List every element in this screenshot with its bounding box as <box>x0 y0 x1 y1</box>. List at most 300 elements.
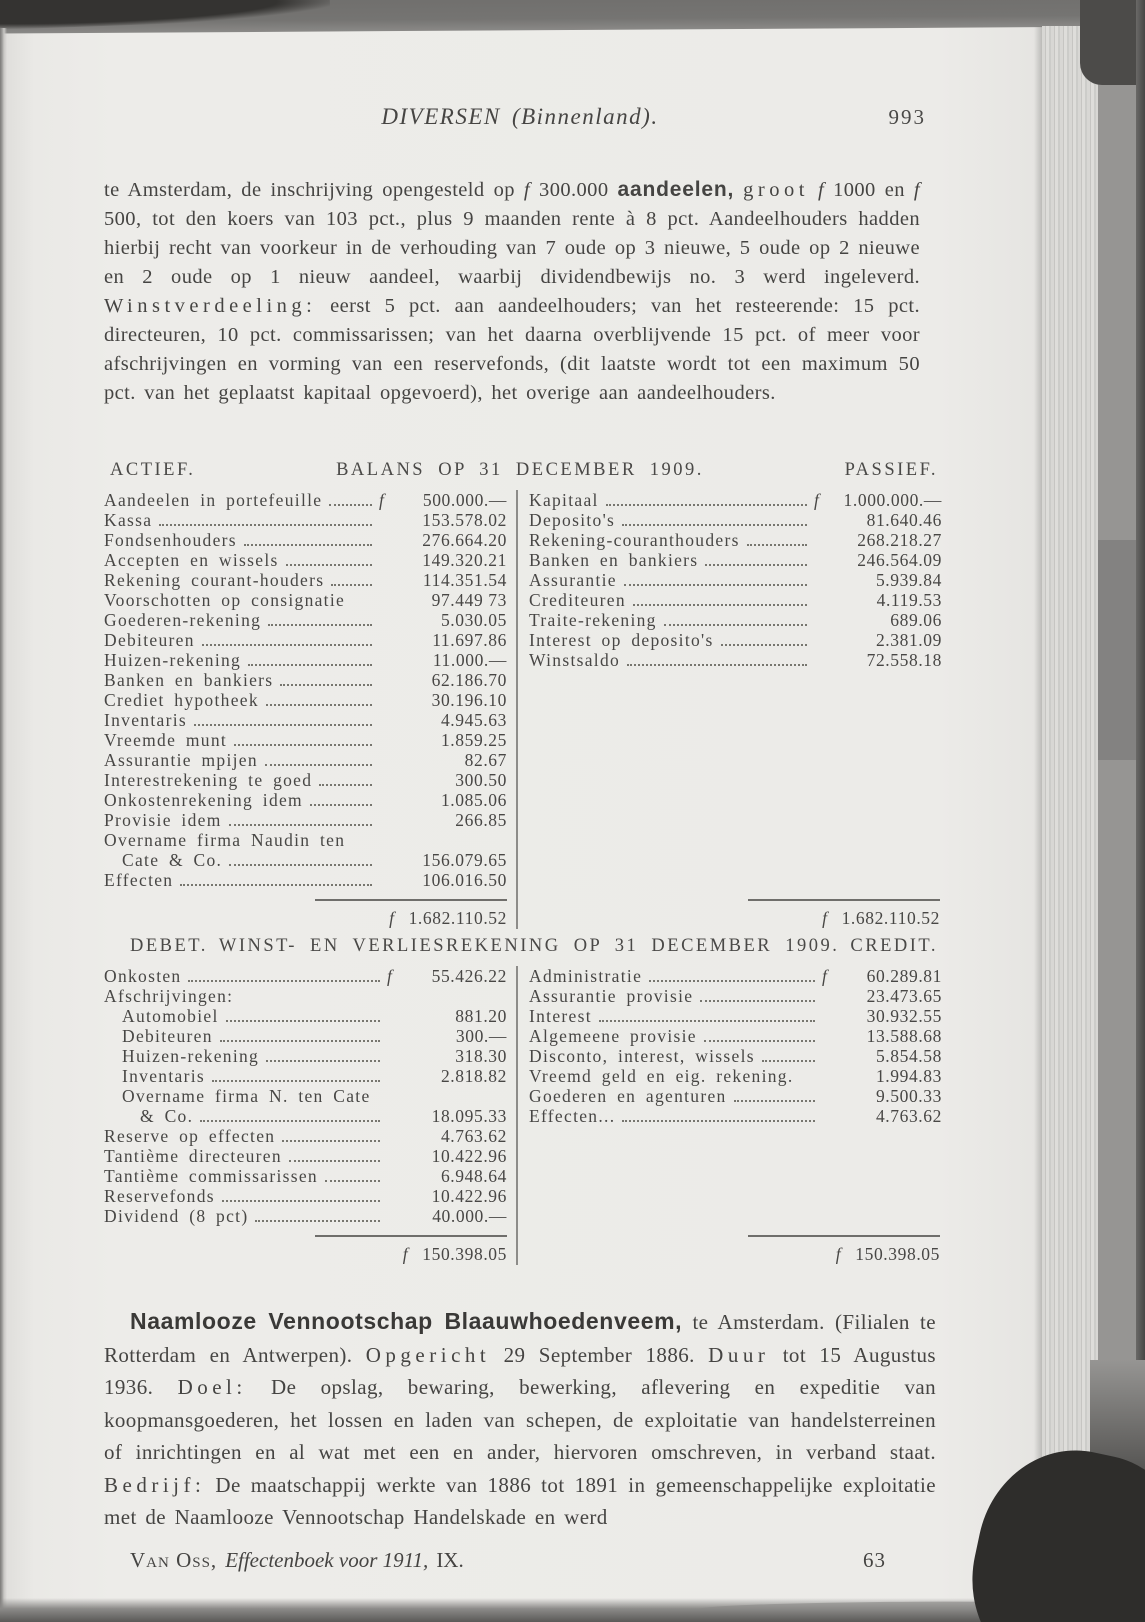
text-segment: f <box>817 178 825 201</box>
row-amount: 1.000.000.— <box>843 490 942 510</box>
table-row <box>529 966 942 986</box>
row-amount: 268.218.27 <box>857 530 942 550</box>
row-amount: 97.449 73 <box>431 590 507 610</box>
winst-title: WINST- EN VERLIESREKENING OP 31 DECEMBER 1909. <box>218 936 840 956</box>
row-amount: 81.640.46 <box>866 510 942 530</box>
row-amount-cell <box>822 1006 942 1026</box>
row-amount-cell <box>387 1206 507 1226</box>
page-edge-left <box>0 28 7 1622</box>
row-label: Onkostenrekening idem <box>104 790 303 810</box>
row-label: Automobiel <box>122 1006 219 1026</box>
actief-heading: ACTIEF. <box>110 460 196 480</box>
row-label: Effecten... <box>529 1106 616 1126</box>
row-amount-cell <box>822 966 942 986</box>
row-label: Vreemde munt <box>104 730 228 750</box>
row-amount-cell <box>814 550 942 570</box>
credit-total <box>529 1226 942 1265</box>
dotted-leader <box>159 524 372 526</box>
row-amount-cell <box>379 810 507 830</box>
running-head <box>104 104 936 130</box>
total-rule <box>315 899 507 901</box>
total-amount: 1.682.110.52 <box>841 908 940 928</box>
row-amount: 1.859.25 <box>440 730 507 750</box>
text-segment: 29 September 1886. <box>490 1342 709 1367</box>
profit-loss-header <box>104 936 942 957</box>
balance-sheet-header <box>104 460 942 481</box>
row-label: Overname firma N. ten Cate <box>122 1086 371 1106</box>
row-amount: 11.000.— <box>432 650 507 670</box>
table-row <box>529 490 942 510</box>
footer-volume: IX. <box>436 1548 464 1572</box>
row-amount: 5.030.05 <box>440 610 507 630</box>
row-amount-cell <box>379 730 507 750</box>
row-amount-cell <box>387 1186 507 1206</box>
florin-sign: f <box>822 908 828 928</box>
row-label: Debiteuren <box>104 630 195 650</box>
row-label: Debiteuren <box>122 1026 213 1046</box>
row-label: Interest <box>529 1006 592 1026</box>
text-segment: te Amsterdam. (Filialen te Rotterdam en Antwerpen). <box>104 1310 936 1367</box>
row-label: Reservefonds <box>104 1186 215 1206</box>
row-amount: 156.079.65 <box>422 850 507 870</box>
table-row <box>104 986 507 1006</box>
row-amount-cell <box>822 1026 942 1046</box>
dotted-leader <box>721 644 807 646</box>
row-amount: 1.085.06 <box>440 790 507 810</box>
dotted-leader <box>289 1160 380 1162</box>
table-row <box>104 610 507 630</box>
dotted-leader <box>325 1180 380 1182</box>
row-amount: 13.588.68 <box>866 1026 942 1046</box>
row-amount: 5.854.58 <box>875 1046 942 1066</box>
company-paragraph <box>104 1305 936 1534</box>
row-label: Assurantie mpijen <box>104 750 258 770</box>
row-amount-cell <box>379 490 507 510</box>
row-amount: 62.186.70 <box>431 670 507 690</box>
row-label: Goederen en agenturen <box>529 1086 727 1106</box>
dotted-leader <box>649 980 815 982</box>
row-amount-cell <box>379 530 507 550</box>
table-row <box>529 610 942 630</box>
dotted-leader <box>633 604 807 606</box>
credit-heading: CREDIT. <box>850 936 938 956</box>
table-row <box>104 1206 507 1226</box>
row-label: Interest op deposito's <box>529 630 714 650</box>
row-amount: 60.289.81 <box>866 966 942 986</box>
text-segment: De opslag, bewaring, bewerking, aflevering en expeditie van koopmansgoederen, het lossen en laden van schepen, de exploitatie van handelsterreinen of inrichtingen en al wat met een en ander, hiervoren omschreven, in verband staat. <box>104 1375 936 1464</box>
row-amount-cell <box>822 986 942 1006</box>
dotted-leader <box>762 1060 815 1062</box>
row-amount: 30.196.10 <box>431 690 507 710</box>
table-row <box>104 590 507 610</box>
table-row <box>104 1126 507 1146</box>
dotted-leader <box>229 824 372 826</box>
scan-band-bottom <box>0 1598 1145 1622</box>
dotted-leader <box>664 624 807 626</box>
row-label: Crediteuren <box>529 590 626 610</box>
row-amount-cell <box>379 630 507 650</box>
total-amount: 150.398.05 <box>855 1244 940 1264</box>
row-amount-cell <box>387 1066 507 1086</box>
row-amount: 11.697.86 <box>432 630 507 650</box>
dotted-leader <box>622 1120 815 1122</box>
row-label: Disconto, interest, wissels <box>529 1046 755 1066</box>
row-amount-cell <box>814 610 942 630</box>
row-label: Tantième commissarissen <box>104 1166 318 1186</box>
debet-heading: DEBET. <box>130 936 208 956</box>
row-amount-cell <box>379 790 507 810</box>
florin-sign: f <box>822 966 828 986</box>
row-amount: 149.320.21 <box>422 550 507 570</box>
row-label: Overname firma Naudin ten <box>104 830 346 850</box>
total-rule <box>748 899 940 901</box>
row-label: Afschrijvingen: <box>104 986 234 1006</box>
dotted-leader <box>226 1020 380 1022</box>
text-segment: Duur <box>708 1342 770 1367</box>
text-segment: groot <box>743 178 809 201</box>
dotted-leader <box>200 1120 380 1122</box>
table-row <box>529 1046 942 1066</box>
row-amount-cell <box>814 650 942 670</box>
table-row <box>104 670 507 690</box>
table-row <box>104 510 507 530</box>
row-amount-cell <box>814 490 942 510</box>
text-segment: 1000 en <box>824 178 914 201</box>
row-label: & Co. <box>140 1106 194 1126</box>
table-row <box>104 710 507 730</box>
row-label: Rekening-couranthouders <box>529 530 740 550</box>
row-amount-cell <box>379 510 507 530</box>
florin-sign: f <box>402 1244 409 1264</box>
row-amount-cell <box>814 630 942 650</box>
row-label: Crediet hypotheek <box>104 690 259 710</box>
dotted-leader <box>705 564 807 566</box>
table-row <box>529 590 942 610</box>
row-label: Traite-rekening <box>529 610 657 630</box>
row-label: Interestrekening te goed <box>104 770 313 790</box>
row-amount: 246.564.09 <box>857 550 942 570</box>
text-segment: 500, tot den koers van 103 pct., plus 9 maanden rente à 8 pct. Aandeelhouders hadden hierbij recht van voorkeur in de verhouding van 7 oude op 3 nieuwe, 5 oude op 2 nieuwe en 2 oude op 1 nieuw aandeel, waarbij dividendbewijs no. 3 werd ingeleverd. <box>104 207 920 288</box>
row-label: Inventaris <box>122 1066 205 1086</box>
total-amount: 1.682.110.52 <box>408 908 507 928</box>
row-amount-cell <box>379 750 507 770</box>
row-amount-cell <box>822 1066 942 1086</box>
row-label: Accepten en wissels <box>104 550 279 570</box>
row-amount: 500.000.— <box>422 490 507 510</box>
florin-sign: f <box>389 908 395 928</box>
row-amount-cell <box>814 530 942 550</box>
row-label: Inventaris <box>104 710 187 730</box>
scan-smudge-right <box>1098 540 1138 760</box>
table-row <box>104 1186 507 1206</box>
dotted-leader <box>319 784 372 786</box>
dotted-leader <box>280 684 372 686</box>
row-label: Voorschotten op consignatie <box>104 590 346 610</box>
row-amount-cell <box>387 1026 507 1046</box>
row-label: Huizen-rekening <box>122 1046 260 1066</box>
row-amount-cell <box>379 870 507 890</box>
total-rule <box>315 1235 507 1237</box>
row-label: Assurantie <box>529 570 617 590</box>
row-label: Assurantie provisie <box>529 986 694 1006</box>
table-row <box>529 570 942 590</box>
row-label: Aandeelen in portefeuille <box>104 490 323 510</box>
row-label: Algemeene provisie <box>529 1026 697 1046</box>
row-amount: 10.422.96 <box>431 1146 507 1166</box>
text-segment: Opgericht <box>365 1342 491 1367</box>
row-label: Administratie <box>529 966 643 986</box>
florin-sign: f <box>814 490 820 510</box>
row-label: Reserve op effecten <box>104 1126 276 1146</box>
passief-total <box>529 890 942 929</box>
row-amount-cell <box>387 1106 507 1126</box>
dotted-leader <box>268 624 372 626</box>
text-segment: De maatschappij werkte van 1886 tot 1891 in gemeenschappelijke exploitatie met de Naamlooze Vennootschap Handelskade en werd <box>104 1472 936 1529</box>
row-amount: 276.664.20 <box>422 530 507 550</box>
table-row <box>104 870 507 890</box>
row-label: Provisie idem <box>104 810 222 830</box>
actief-rows <box>104 490 507 890</box>
dotted-leader <box>180 884 372 886</box>
dotted-leader <box>266 704 372 706</box>
row-amount: 55.426.22 <box>431 966 507 986</box>
row-amount-cell <box>822 1086 942 1106</box>
actief-total <box>104 890 507 929</box>
row-label: Vreemd geld en eig. rekening. <box>529 1066 794 1086</box>
row-amount-cell <box>814 590 942 610</box>
row-amount-cell <box>822 1046 942 1066</box>
row-amount: 881.20 <box>455 1006 507 1026</box>
row-label: Dividend (8 pct) <box>104 1206 249 1226</box>
row-amount: 6.948.64 <box>440 1166 507 1186</box>
dotted-leader <box>255 1220 380 1222</box>
row-amount-cell <box>387 1046 507 1066</box>
table-row <box>529 1106 942 1126</box>
row-amount: 1.994.83 <box>875 1066 942 1086</box>
dotted-leader <box>265 764 372 766</box>
table-row <box>104 650 507 670</box>
row-amount-cell <box>379 650 507 670</box>
row-amount-cell <box>387 966 507 986</box>
row-amount-cell <box>814 510 942 530</box>
dotted-leader <box>202 644 372 646</box>
table-row <box>529 1006 942 1026</box>
dotted-leader <box>606 504 807 506</box>
row-amount: 18.095.33 <box>431 1106 507 1126</box>
text-segment: Bedrijf: <box>104 1472 206 1497</box>
balance-sheet-table <box>104 460 942 929</box>
table-row <box>104 690 507 710</box>
dotted-leader <box>212 1080 380 1082</box>
corner-shadow-bottom-right <box>953 1433 1145 1622</box>
row-label: Huizen-rekening <box>104 650 242 670</box>
row-amount-cell <box>379 690 507 710</box>
table-row <box>529 630 942 650</box>
table-row <box>104 1026 507 1046</box>
table-row <box>104 830 507 850</box>
row-amount-cell <box>379 770 507 790</box>
row-amount: 82.67 <box>464 750 507 770</box>
row-amount: 72.558.18 <box>866 650 942 670</box>
dotted-leader <box>244 544 372 546</box>
table-row <box>529 1026 942 1046</box>
row-amount: 300.— <box>455 1026 507 1046</box>
table-row <box>529 1086 942 1106</box>
row-amount: 2.818.82 <box>440 1066 507 1086</box>
dotted-leader <box>734 1100 815 1102</box>
text-segment: Doel: <box>177 1375 247 1399</box>
row-amount-cell <box>822 1106 942 1126</box>
row-amount-cell <box>379 710 507 730</box>
page-header-title: DIVERSEN (Binnenland). <box>381 104 659 129</box>
row-label: Banken en bankiers <box>104 670 274 690</box>
table-row <box>529 650 942 670</box>
table-row <box>104 966 507 986</box>
company-name: Naamlooze Vennootschap Blaauwhoedenveem, <box>130 1308 683 1334</box>
table-row <box>104 570 507 590</box>
table-row <box>104 630 507 650</box>
profit-loss-table <box>104 936 942 1265</box>
row-amount: 4.945.63 <box>440 710 507 730</box>
passief-column <box>518 490 942 929</box>
table-row <box>529 550 942 570</box>
dotted-leader <box>700 1000 815 1002</box>
page-number: 993 <box>888 105 926 129</box>
text-segment: f <box>523 178 531 201</box>
text-segment: aandeelen, <box>617 177 735 201</box>
total-rule <box>748 1235 940 1237</box>
page-footer <box>104 1548 918 1573</box>
debet-column <box>104 966 518 1265</box>
dotted-leader <box>229 864 372 866</box>
row-label: Onkosten <box>104 966 182 986</box>
text-segment <box>734 179 743 201</box>
table-row <box>104 1146 507 1166</box>
row-label: Tantième directeuren <box>104 1146 282 1166</box>
row-amount: 4.119.53 <box>876 590 942 610</box>
row-amount: 300.50 <box>455 770 507 790</box>
table-row <box>104 790 507 810</box>
footer-author: Van Oss, <box>130 1548 218 1572</box>
row-amount-cell <box>379 550 507 570</box>
florin-sign: f <box>835 1244 842 1264</box>
row-amount: 40.000.— <box>432 1206 507 1226</box>
credit-rows <box>529 966 942 1126</box>
debet-rows <box>104 966 507 1226</box>
dotted-leader <box>266 1060 380 1062</box>
row-amount: 5.939.84 <box>875 570 942 590</box>
text-segment: eerst 5 pct. aan aandeelhouders; van het resteerende: 15 pct. directeuren, 10 pct. commissarissen; van het daarna overblijvende 15 pct. of meer voor afschrijvingen en vorming van een reservefonds, (dit laatste wordt tot een maximum 50 pct. van het geplaatst kapitaal opgevoerd), het overige aan aandeelhouders. <box>104 294 920 404</box>
text-segment: te Amsterdam, de inschrijving opengesteld op <box>104 178 524 201</box>
dotted-leader <box>704 1040 815 1042</box>
table-row <box>104 550 507 570</box>
passief-rows <box>529 490 942 670</box>
row-amount: 318.30 <box>455 1046 507 1066</box>
row-label: Fondsenhouders <box>104 530 237 550</box>
row-amount-cell <box>387 1126 507 1146</box>
table-row <box>104 810 507 830</box>
table-row <box>104 1086 507 1106</box>
table-row <box>104 750 507 770</box>
text-segment: tot 15 Augustus 1936. <box>104 1342 936 1399</box>
row-label: Cate & Co. <box>122 850 223 870</box>
dotted-leader <box>329 504 372 506</box>
table-row <box>104 490 507 510</box>
actief-column <box>104 490 518 929</box>
row-amount: 266.85 <box>455 810 507 830</box>
row-label: Goederen-rekening <box>104 610 262 630</box>
row-label: Winstsaldo <box>529 650 621 670</box>
text-segment: f <box>913 178 920 201</box>
table-row <box>529 986 942 1006</box>
table-row <box>104 1046 507 1066</box>
row-label: Banken en bankiers <box>529 550 699 570</box>
dotted-leader <box>331 584 372 586</box>
row-amount: 10.422.96 <box>431 1186 507 1206</box>
total-amount: 150.398.05 <box>422 1244 507 1264</box>
passief-heading: PASSIEF. <box>844 460 938 480</box>
table-row <box>529 1066 942 1086</box>
row-amount-cell <box>387 1146 507 1166</box>
row-amount: 23.473.65 <box>866 986 942 1006</box>
dotted-leader <box>248 664 372 666</box>
row-amount-cell <box>387 1006 507 1026</box>
footer-work-title: Effectenboek voor 1911, <box>225 1548 429 1572</box>
table-row <box>104 730 507 750</box>
row-amount: 689.06 <box>890 610 942 630</box>
row-label: Rekening courant-houders <box>104 570 325 590</box>
dotted-leader <box>747 544 807 546</box>
dotted-leader <box>194 724 372 726</box>
row-amount: 114.351.54 <box>422 570 507 590</box>
dotted-leader <box>286 564 372 566</box>
row-amount-cell <box>387 1166 507 1186</box>
table-row <box>104 1066 507 1086</box>
intro-paragraph <box>104 175 920 408</box>
dotted-leader <box>627 664 807 666</box>
table-row <box>104 1106 507 1126</box>
row-amount: 106.016.50 <box>422 870 507 890</box>
row-amount: 153.578.02 <box>422 510 507 530</box>
footer-page-number: 63 <box>863 1548 886 1572</box>
table-row <box>104 1006 507 1026</box>
text-segment <box>809 179 818 201</box>
table-row <box>104 770 507 790</box>
table-row <box>104 1166 507 1186</box>
dotted-leader <box>222 1200 380 1202</box>
table-row <box>104 530 507 550</box>
row-amount-cell <box>814 570 942 590</box>
row-label: Kapitaal <box>529 490 599 510</box>
dotted-leader <box>310 804 372 806</box>
dotted-leader <box>622 524 807 526</box>
text-segment: 300.000 <box>530 178 618 201</box>
row-label: Effecten <box>104 870 174 890</box>
row-amount-cell <box>379 570 507 590</box>
row-amount-cell <box>379 850 507 870</box>
dotted-leader <box>234 744 372 746</box>
table-row <box>529 510 942 530</box>
row-amount: 4.763.62 <box>875 1106 942 1126</box>
row-amount: 9.500.33 <box>875 1086 942 1106</box>
row-label: Deposito's <box>529 510 616 530</box>
row-amount-cell <box>379 670 507 690</box>
dotted-leader <box>188 980 380 982</box>
dotted-leader <box>282 1140 380 1142</box>
dotted-leader <box>624 584 807 586</box>
debet-total <box>104 1226 507 1265</box>
row-label: Kassa <box>104 510 153 530</box>
